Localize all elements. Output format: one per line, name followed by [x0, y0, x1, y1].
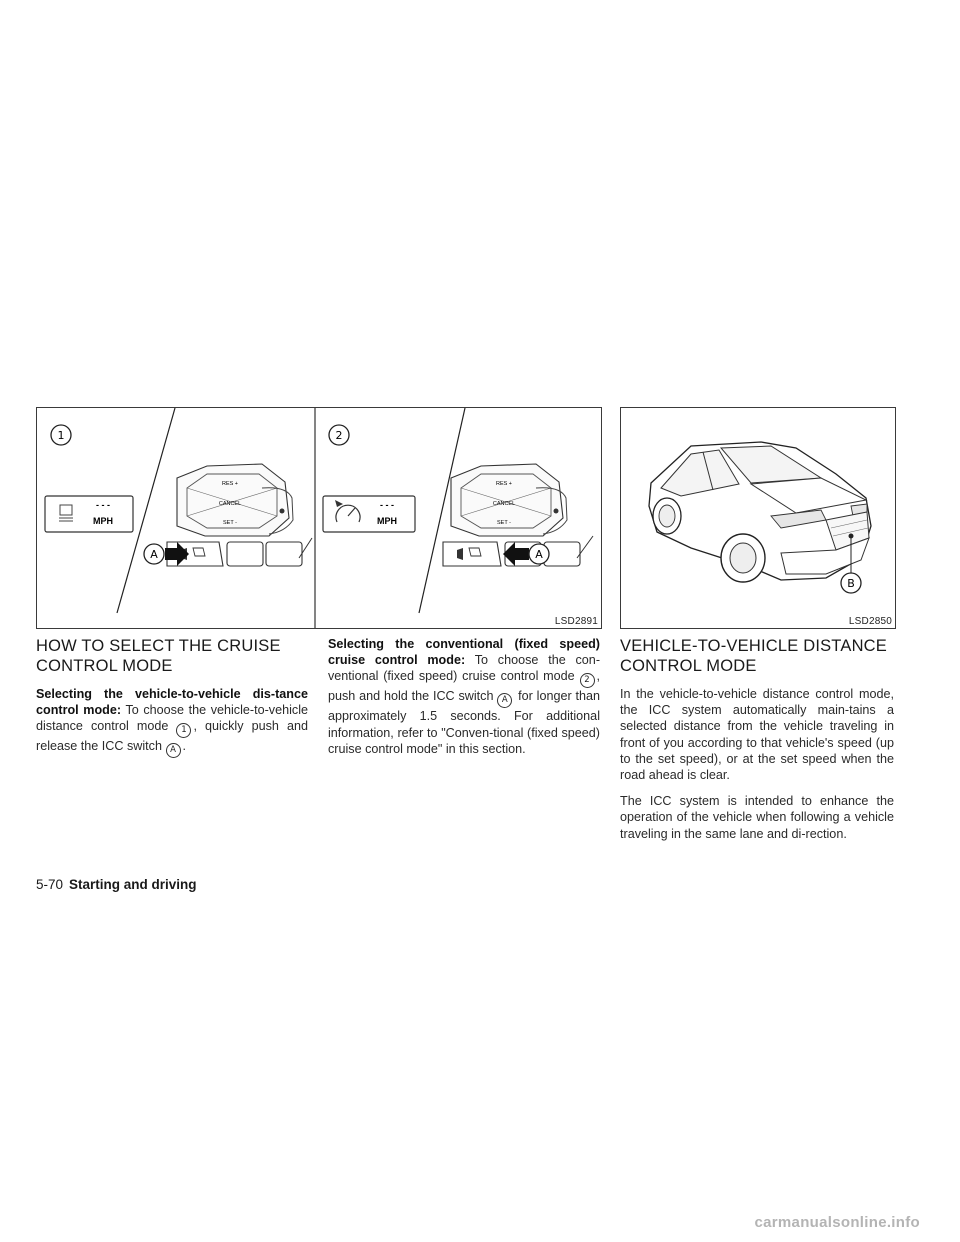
marker-a-1: A	[150, 548, 158, 561]
icc-switch-illustration	[37, 408, 601, 628]
car-illustration	[621, 408, 895, 628]
switch-res-2: RES +	[495, 481, 513, 487]
badge-a-middle: A	[497, 693, 512, 708]
badge-1: 1	[176, 723, 191, 738]
marker-a-2: A	[535, 548, 543, 561]
icc-switch-figure	[36, 407, 602, 629]
display-dashes-2: - - -	[380, 500, 394, 510]
switch-set-2: SET -	[497, 520, 511, 526]
switch-set-1: SET -	[223, 520, 237, 526]
page-footer	[36, 877, 197, 892]
badge-2: 2	[580, 673, 595, 688]
panel-1	[45, 408, 312, 613]
page-number: 5-70	[36, 877, 64, 892]
display-unit-2: MPH	[377, 516, 397, 526]
figure-code-right: LSD2850	[848, 616, 892, 627]
watermark: carmanualsonline.info	[754, 1214, 920, 1231]
section-title-select-mode: HOW TO SELECT THE CRUISE CONTROL MODE	[36, 637, 281, 675]
middle-column	[328, 636, 600, 767]
right-column	[620, 636, 894, 852]
switch-cancel-2: CANCEL	[492, 501, 516, 507]
marker-2: 2	[335, 429, 343, 442]
paragraph-distance-description: In the vehicle-to-vehicle distance control mode, the ICC system automatically main-tains a selected distance from the vehicle traveling in front of you according to that vehicle's speed (up to the set speed), or at the set speed when the road ahead is clear.	[620, 687, 894, 783]
car-figure	[620, 407, 896, 629]
paragraph-icc-purpose: The ICC system is intended to enhance the operation of the vehicle when following a vehicle traveling in the same lane and di-rection.	[620, 794, 894, 841]
display-unit-1: MPH	[93, 516, 113, 526]
marker-b: B	[847, 577, 855, 590]
paragraph-conventional-mode: Selecting the conventional (fixed speed) cruise control mode: To choose the con-ventional (fixed speed) cruise control mode 2 , push and hold the ICC switch A for longer than approximately 1.5 seconds. For additional information, refer to "Conven-tional (fixed speed) cruise control mode" in this section.	[328, 637, 601, 756]
display-dashes-1: - - -	[96, 500, 110, 510]
left-column	[36, 636, 308, 768]
badge-a: A	[166, 743, 181, 758]
section-name: Starting and driving	[69, 877, 197, 892]
figure-code-left: LSD2891	[554, 616, 598, 627]
switch-res-1: RES +	[221, 481, 239, 487]
paragraph-distance-mode: Selecting the vehicle-to-vehicle dis-tance control mode: To choose the vehicle-to-vehicle distance control mode 1 , quickly push and release the ICC switch A .	[36, 686, 308, 758]
panel-2	[323, 408, 593, 613]
section-title-distance-control: VEHICLE-TO-VEHICLE DISTANCE CONTROL MODE	[620, 637, 888, 675]
switch-cancel-1: CANCEL	[218, 501, 242, 507]
marker-1: 1	[57, 429, 65, 442]
